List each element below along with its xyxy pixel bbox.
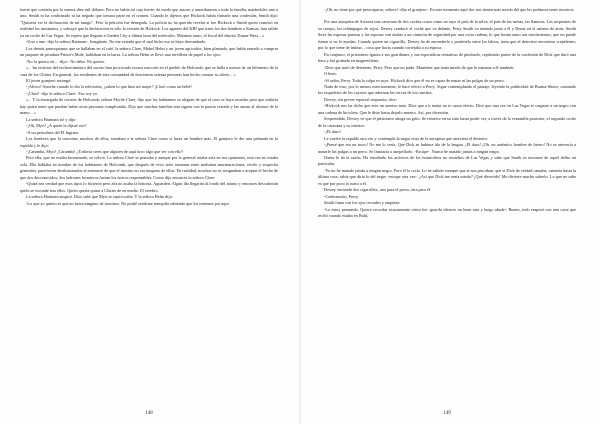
right-paragraph: -Sí señor, Perry. Toda la culpa es suya. Hickock dice que él no es capaz de matar ni las pulgas de un perro. <box>324 77 505 83</box>
right-paragraph: Le vuelve la espalda otra vez y contempla la negra vista de la autopista que atraviesa el desierto: <box>324 135 488 141</box>
left-paragraph: «... las noticias del esclarecimiento del suceso han provocado escasa reacción en el pueblo de Holcomb, que se halla a menos de un kilómetro de la casa de los Clutter. En general, los residentes de esta comunidad de doscientas setenta personas han hecho constar su alivio... » <box>20 65 278 77</box>
left-paragraph: -¡Caramba, Myrt! ¡Caramba! ¿Todavía crees que alguien de aquí tuvo algo que ver con ello? <box>26 148 184 154</box>
right-paragraph: -¡Oh, no tiene por qué preocuparse, señora! -dijo el granjero-. En este momento aquí dos nos tienen más miedo del que les podamos tener nosotros. <box>324 7 575 12</box>
left-paragraph: -Uno a uno -dijo la señora Hartman-. Imagínate. No me extraña que el mal bicho ese se haya derrumbado. <box>26 39 207 45</box>
left-paragraph: Pero ella, que no estaba bromeando, se volvió. La señora Clare se pensaba y aunque por lo general estaba sola en sus opiniones, esta vez no estaba sola. Ella hablaba en nombre de los habitantes de Holcomb, que después de vivir siete semanas entre malsanas murmuraciones, recelo y sospecha generales, parecieron desilusionados al enterarse de que el asesino no era ninguno de ellos. En realidad, muchos no se resignaban a aceptar el hecho de que dos desconocidos, dos ladrones forasteros fueran los únicos responsables. Como dijo entonces la señora Clare: <box>20 155 278 180</box>
left-paragraph: Los hombres que la conocían, muchos de ellos, tomaban a la señora Clare como si fuera un hombre más. El granjero le dio una palmada en la espalda y le dijo: <box>20 136 278 148</box>
right-paragraph: O bien: <box>324 71 337 77</box>
left-paragraph: -Quizá sea verdad que esos tipos lo hicieron pero ahí no acaba la historia. Aguarden. Algún día llegarán al fondo del asunto y entonces descubrirán quién se esconde tras ellos. Quién quería quitar a Clutter de en medio. El cerebro. <box>20 181 278 193</box>
left-paragraph: -¡Alivio? Anoche cuando lo dio la televisión, ¿saben lo que hizo mi mujer? ¡Lloró como un bebé! <box>26 84 192 90</box>
right-paragraph: Dewey enciende dos cigarrillos, uno para el preso, otra para él. <box>324 187 432 193</box>
right-paragraph: -Hickock nos ha dicho que eres un asesino nato. Dice que a ti matar no te causa efecto. Dice que una vez en Las Vegas te cargaste a un negro con una cadena de bicicleta. Que le diste hasta dejarlo muerto. Así, por diversión. <box>318 103 576 115</box>
left-paragraph: La señora Hartman rió y dijo: <box>26 116 77 122</box>
right-paragraph: -Lo estoy pensando. Quiero recordar exactamente cómo fue -guarda silencio un buen rato y luego añade-: Bueno, todo empezó con una carta que recibí cuando estaba en Buhl, <box>318 206 576 219</box>
right-paragraph: Dewey, sin prever especial respuesta, dice: <box>324 96 397 102</box>
left-paragraph: La señora Hartman suspiró. Dios sabe que Myrt se equivocaba. Y la señora Helm dijo: <box>26 194 173 200</box>
left-paragraph: El joven granjero rezongó: <box>26 77 72 83</box>
right-paragraph: -¡Pensé que era un truco! No me lo creía. Que Dick se hubiera ido de la lengua. ¡El duro! ¡Oh, un auténtico hombre de hierro! No se atrevería a matarle las pulgas a un perro. Se limitaría a atropellarlo. -Escupe-. Nunca he matado jamás a ningún negro. <box>318 142 576 154</box>
right-paragraph: Sorprendido, Dewey ve que el prisionero ahoga un grito. Se retuerce en su sitio hasta poder ver, a través de la ventanilla posterior, el segundo coche de la caravana y su interior: <box>318 116 576 128</box>
right-paragraph: -Cuéntanoslo, Perry. <box>324 193 359 199</box>
right-paragraph: -Yo no he matado jamás a ningún negro. Pero él lo creía. Lo he sabido siempre que si nos pescaban, que si Dick de verdad cantaba, cantaría hasta la última cosa, sabía que diría lo del negro -escupe otra vez-. ¿Así que Dick me tenía miedo? ¡Qué divertido! Me divierte mucho saberlo. Lo que no sabe es que por poco lo mato a él. <box>318 167 576 186</box>
left-paragraph: -¡Chist! -dijo la señora Clare-. Eso soy yo. <box>26 90 99 96</box>
right-page <box>318 7 576 397</box>
right-paragraph: Smith fuma con los ojos cerrados y empieza: <box>324 200 401 206</box>
left-paragraph: -No lo quiero oír... -dijo-. No debo. No quiero. <box>26 58 106 64</box>
page-number-left: 148 <box>145 411 153 416</box>
page-number-right: 149 <box>443 411 451 416</box>
left-page <box>20 7 278 397</box>
right-paragraph: Nada de esto, por lo menos exteriormente, le hace efecto a Perry. Sigue contemplando el paisaje, leyendo la publicidad de Burma-Shave, contando los esqueletos de los coyotes que adornan las cercas de los ranchos. <box>318 83 576 96</box>
right-paragraph: En conjunto, el prisionero ignora a sus guardianes y sus esporádicas tentativas de pincharlo, repitiendo partes de la confesión de Dick que duró una hora y fue grabada en magnetófono: <box>318 51 576 64</box>
left-paragraph: «... Y la encargada de correos de Holcomb, señora Myrtle Clare, dijo que los habitantes se alegran de que el caso se haya resuelto pero que todavía hay quien teme que puedan haber otras personas complicadas. Dijo que muchas familias aún siguen con la puerta cerrada y las armas al alcance de la mano... » <box>20 97 278 116</box>
right-paragraph: Por una autopista de Arizona una caravana de dos coches cruza como un rayo el país de la selva, el país de las mesas, las llanuras. Las serpientes de su cuerpo, los relámpagos de rojos. Dewey conduce el coche que va delante, Perry Smith va sentado junto a él y Duntz en el asiento de atrás. Smith lleva las esposas puestas y las esposas van atadas a un cinturón de seguridad por una corta cadena, lo que limita tanto sus movimientos, que no puede fumar si no le ayudan. Cuando quiere un cigarrillo, Dewey ha de encenderlo y ponérselo entre los labios, tarea que al detective encuentra «repelente» por lo que tiene de íntimo... cosa que hacía cuando cortejaba a su esposa. <box>318 19 576 51</box>
book-gutter <box>299 0 301 424</box>
left-paragraph: -¡Oh, Myrt! ¿A quién le dijiste eso? <box>26 123 87 129</box>
left-paragraph: fuerte que contaría por lo menos diez mil dólares. Pero no había tal caja fuerte; de modo que atacon y amordazaron a toda la familia, matándoles uno a uno. Smith ni ha confirmado ni ha negado que tomara parte en el crimen. Cuando le dijeron que Hickock había firmado una confesión, Smith dijo: "Quisiera ver la declaración de mi amigo". Pero la petición fue denegada. La policía no ha querido revelar si fue Hickock o Smith quien cometió en realidad los asesinatos, y sobrayó que la declaración es sólo la versión de Hickock. Los agentes del KBI que traen los dos hombres a Kansas, han salido ya en coche de Las Vegas. Se espera que lleguen a Garden City a última hora del miércoles. Mientras tanto, el fiscal del distrito Duane West... » <box>20 7 278 38</box>
left-paragraph: -Lo que yo quiero es que no fuera ninguno de nosotros. No podré sentirme tranquila sabiendo que los tenemos por aquí. <box>26 200 230 206</box>
right-paragraph: -¡El duro! <box>324 129 341 135</box>
right-paragraph: -Dice que trató de detenerte, Perry. Pero que no pudo. Mantiene que tenía miedo de que lo mataras a él también. <box>324 64 515 70</box>
left-paragraph: Los demás parroquianos que se hallaban en el café, la señora Clare, Mabel Helm y un joven agricultor, bien plantado, que había entrado a comprar un paquete de picadura Prince's Mule, hablaban en la barra. La señora Helm se llevó una servilleta de papel a los ojos: <box>20 45 278 58</box>
right-paragraph: Duntz le da la razón. Ha estudiado los archivos de los homicidios no resueltos de Las Vegas y sabe que Smith es inocente de aquel delito en particular. <box>318 154 576 167</box>
left-paragraph: -A un periodista del El Ingram. <box>26 129 79 135</box>
